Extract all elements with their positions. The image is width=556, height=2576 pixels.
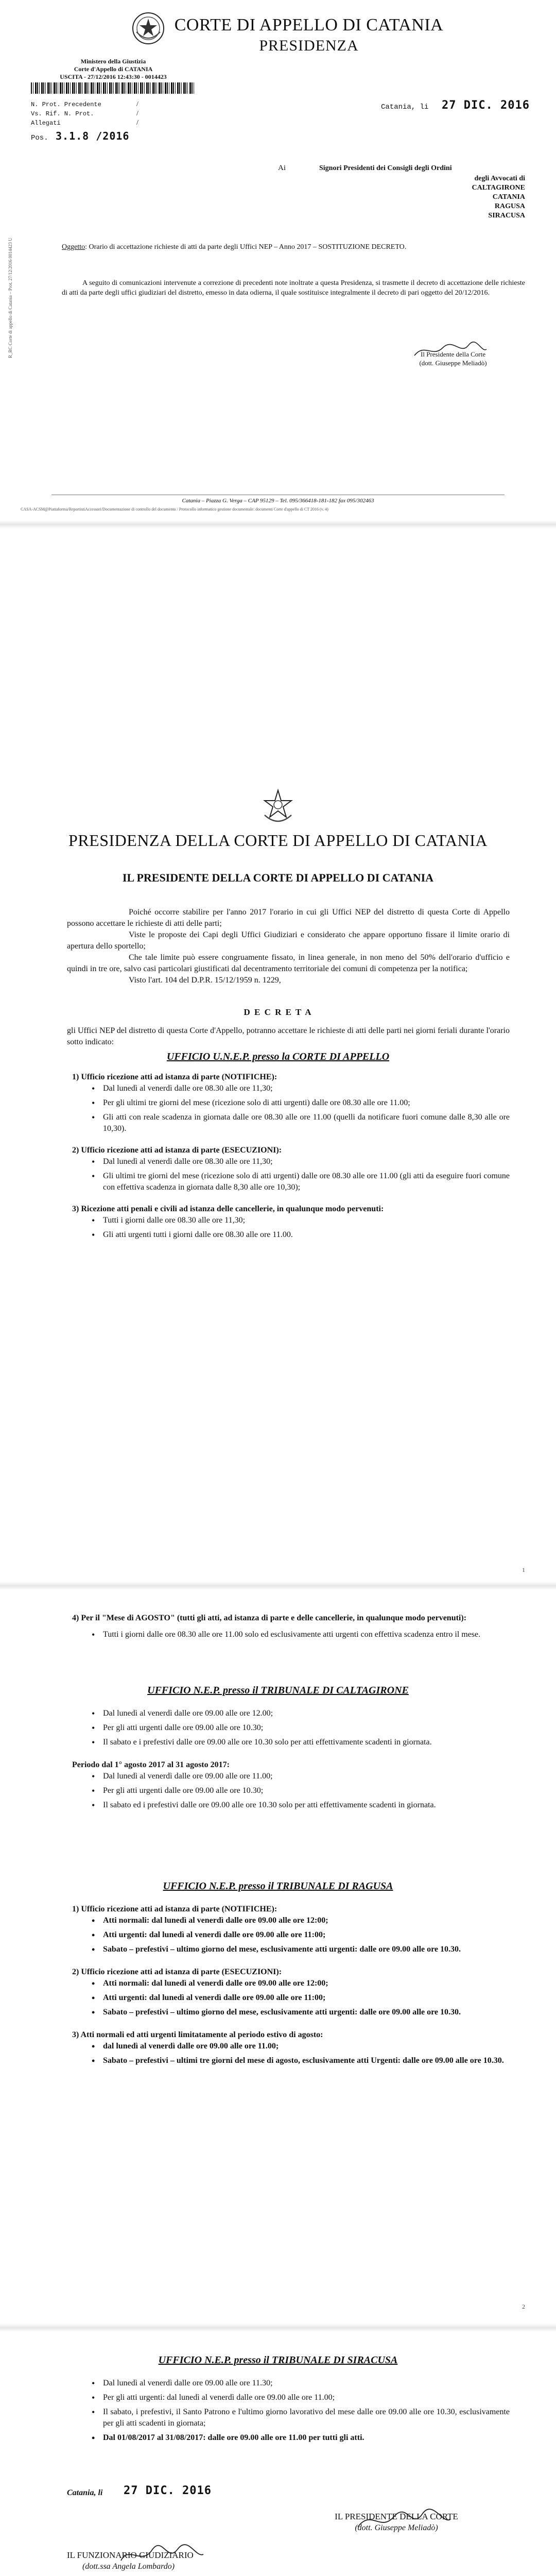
schedule-entry: • Per gli atti urgenti dalle ore 09.00 alle ore 10.30;: [103, 1722, 510, 1734]
decree-page-1: [0, 531, 556, 1582]
reference-protocol-label: Vs. Rif. N. Prot.: [31, 110, 94, 117]
decreta-text: gli Uffici NEP del distretto di questa Corte d'Appello, potranno accettare le richieste di atti delle parti nei giorni feriali durante l'orario sotto indicato:: [67, 1026, 510, 1046]
signature-role: Il Presidente della Corte: [421, 350, 485, 358]
recipient-prefix: Ai: [278, 164, 286, 172]
schedule-entry: • dal lunedì al venerdì dalle ore 09.00 alle ore 11.00;: [103, 2041, 510, 2052]
schedule-entry: • Sabato – prefestivi – ultimi tre giorni del mese di agosto, esclusivamente atti Urgenti: dalle ore 09.00 alle ore 10.30.: [103, 2055, 510, 2066]
schedule-entry: • Atti normali: dal lunedì al venerdì dalle ore 09.00 alle ore 12:00;: [103, 1915, 510, 1926]
siracusa-schedule: [72, 2378, 510, 2447]
schedule-entry: • Il sabato, i prefestivi, il Santo Patrono e l'ultimo giorno lavorativo del mese dalle ore 09.00 alle ore 10.30, esclusivamente per gli atti scadenti in giornata;: [103, 2406, 510, 2429]
section-heading-corte: UFFICIO U.N.E.P. presso la CORTE DI APPELLO: [166, 1051, 390, 1062]
corte-schedule: [72, 1072, 510, 1244]
schedule-list: [72, 2378, 510, 2444]
decree-page-3: [0, 2334, 556, 2576]
schedule-list: [72, 1708, 510, 1748]
place-date-label: Catania, li: [381, 103, 429, 111]
premise-paragraph: Viste le proposte dei Capi degli Uffici Giudiziari e considerato che appare opportuno fissare il limite orario di apertura dello sportello;: [67, 930, 510, 951]
premise-paragraph: Poiché occorre stabilire per l'anno 2017 l'orario in cui gli Uffici NEP del distretto di questa Corte di Appello possono accettare le richieste di atti delle parti;: [67, 908, 510, 928]
date-stamp: 27 DIC. 2016: [442, 99, 530, 112]
schedule-entry: • Il sabato e i prefestivi dalle ore 09.00 alle ore 10.30 solo per atti effettivamente scadenti in giornata.: [103, 1737, 510, 1748]
footer-note: CASA-ACSM@Piattaforma/ReportistiAccessori/Documentazione di controllo del documento / Protocollo informatico gestione documentale: documenti Corte d'appello di CT 2016 (v. 4): [21, 507, 328, 512]
schedule-item-title: 2) Ufficio ricezione atti ad istanza di parte (ESECUZIONI):: [72, 1146, 282, 1155]
president-name: (dott. Giuseppe Meliadò): [355, 2523, 438, 2532]
schedule-item-title: 3) Atti normali ed atti urgenti limitatamente al periodo estivo di agosto:: [72, 2030, 323, 2039]
signature-name: (dott. Giuseppe Meliadò): [419, 359, 487, 367]
august-schedule: [72, 1613, 510, 1643]
closing-place: Catania, li: [67, 2488, 103, 2497]
schedule-entry: • Gli ultimi tre giorni del mese (ricezione solo di atti urgenti) dalle ore 08.30 alle ore 11.00 (gli atti da eseguire fuori comune con effettiva scadenza in giornata dalle 8,30 alle ore 10,30);: [103, 1171, 510, 1193]
schedule-list: [72, 1083, 510, 1134]
schedule-entry: • Atti urgenti: dal lunedì al venerdì dalle ore 09.00 alle ore 11:00;: [103, 1992, 510, 2004]
premise-paragraph: Che tale limite può essere congruamente fissato, in linea generale, in non meno del 50% dell'orario d'ufficio e quindi in tre ore, salvo casi particolari giustificati dal decentramento territoriale dei comuni di competenza per la notifica;: [67, 953, 510, 973]
schedule-list: [72, 1771, 510, 1811]
decree-page-2: [0, 1592, 556, 2324]
schedule-item-title: 4) Per il "Mese di AGOSTO" (tutti gli atti, ad istanza di parte e delle cancellerie, in qualunque modo pervenuti):: [72, 1614, 467, 1622]
schedule-entry: • Dal lunedì al venerdì dalle ore 09.00 alle ore 11.00;: [103, 1771, 510, 1782]
schedule-list: [72, 1915, 510, 1955]
decreta-heading: D E C R E T A: [244, 1007, 312, 1017]
page-subtitle: PRESIDENZA: [259, 37, 359, 54]
footer-address: Catania – Piazza G. Verga – CAP 95129 – Tel. 095/366418-181-182 fax 095/302463: [182, 498, 374, 504]
handwritten-signature: [355, 2504, 453, 2537]
scan-page-separator: [0, 520, 556, 529]
schedule-list: [72, 1215, 510, 1241]
president-role: IL PRESIDENTE DELLA CORTE: [335, 2512, 458, 2521]
schedule-entry: • Atti normali: dal lunedì al venerdì dalle ore 09.00 alle ore 12:00;: [103, 1978, 510, 1989]
date-stamp: 27 DIC. 2016: [124, 2484, 212, 2497]
schedule-entry: • Per gli ultimi tre giorni del mese (ricezione solo di atti urgenti) dalle ore 08.30 alle ore 11.00;: [103, 1097, 510, 1109]
schedule-entry: • Dal lunedì al venerdì dalle ore 09.00 alle ore 11.30;: [103, 2378, 510, 2389]
side-protocol-stamp: R_RC Corte di appello di Catania – Prot. 27/12/2016 0014423 U: [8, 238, 13, 358]
schedule-list: [72, 1629, 510, 1640]
schedule-entry: • Per gli atti urgenti dalle ore 09.00 alle ore 10.30;: [103, 1785, 510, 1797]
scan-page-separator: [0, 1582, 556, 1590]
subject-label: Oggetto: [62, 243, 85, 251]
page-number: 1: [522, 1566, 525, 1573]
schedule-entry: • Dal lunedì al venerdì dalle ore 08.30 alle ore 11,30;: [103, 1083, 510, 1094]
schedule-entry: • Tutti i giorni dalle ore 08.30 alle ore 11,30;: [103, 1215, 510, 1226]
schedule-item-title: 3) Ricezione atti penali e civili ad istanza delle cancellerie, in qualunque modo pervenuti:: [72, 1205, 384, 1213]
attachments-label: Allegati: [31, 120, 61, 127]
barcode: [31, 82, 196, 94]
letter-page: [0, 0, 556, 520]
schedule-entry: • Atti urgenti: dal lunedì al venerdì dalle ore 09.00 alle ore 11:00;: [103, 1929, 510, 1941]
schedule-entry: • Il sabato ed i prefestivi dalle ore 09.00 alle ore 10.30 solo per atti effettivamente scadenti in giornata.: [103, 1800, 510, 1811]
schedule-entry: • Dal lunedì al venerdì dalle ore 09.00 alle ore 12.00;: [103, 1708, 510, 1719]
recipient-city: CALTAGIRONE: [472, 184, 525, 192]
page-title: CORTE DI APPELLO DI CATANIA: [174, 15, 444, 35]
protocol-number: USCITA - 27/12/2016 12:43:30 - 0014423: [60, 73, 167, 80]
italian-republic-emblem-icon: [131, 11, 165, 45]
section-heading-caltagirone: UFFICIO N.E.P. presso il TRIBUNALE DI CALTAGIRONE: [147, 1685, 409, 1696]
section-heading-siracusa: UFFICIO N.E.P. presso il TRIBUNALE DI SIRACUSA: [158, 2354, 398, 2366]
officer-role: IL FUNZIONARIO GIUDIZIARIO: [67, 2550, 194, 2560]
position-number: 3.1.8 /2016: [56, 130, 130, 142]
position-label: Pos.: [31, 134, 48, 142]
protocol-court: Corte d'Appello di CATANIA: [74, 65, 153, 73]
decree-premises: [67, 907, 510, 986]
letter-body: A seguito di comunicazioni intervenute a correzione di precedenti note inoltrate a questa Presidenza, si trasmette il decreto di accettazione delle richieste di atti da parte degli uffici giudiziari del distretto, emesso in data odierna, il quale sostituisce integralmente il decreto di pari oggetto del 20/12/2016.: [62, 279, 525, 297]
schedule-list: [72, 2041, 510, 2066]
italian-republic-emblem-icon: [262, 788, 294, 825]
schedule-item-title: 1) Ufficio ricezione atti ad istanza di parte (NOTIFICHE):: [72, 1905, 277, 1913]
schedule-entry: • Per gli atti urgenti: dal lunedì al venerdì dalle ore 09.00 alle ore 11.00;: [103, 2392, 510, 2403]
recipient-block: [319, 174, 525, 221]
schedule-entry: • Gli atti con reale scadenza in giornata dalle ore 08.30 alle ore 11.00 (quelli da notificare fuori comune dalle 8,30 alle ore 10,30).: [103, 1112, 510, 1134]
schedule-entry: • Sabato – prefestivi – ultimo giorno del mese, esclusivamente atti urgenti: dalle ore 09.00 alle ore 10.30.: [103, 1944, 510, 1955]
officer-name: (dott.ssa Angela Lombardo): [82, 2562, 175, 2571]
caltagirone-schedule: [72, 1708, 510, 1814]
premise-paragraph: Visto l'art. 104 del D.P.R. 15/12/1959 n. 1229,: [129, 976, 281, 985]
scan-page-separator: [0, 2324, 556, 2332]
previous-protocol-label: N. Prot. Precedente: [31, 101, 101, 108]
schedule-entry: • Tutti i giorni dalle ore 08.30 alle ore 11.00 solo ed esclusivamente atti urgenti con effettiva scadenza entro il mese.: [103, 1629, 510, 1640]
schedule-period-title: Periodo dal 1° agosto 2017 al 31 agosto 2017:: [72, 1760, 230, 1769]
slash-marks: / / /: [136, 100, 138, 127]
schedule-entry: • Sabato – prefestivi – ultimo giorno del mese, esclusivamente atti urgenti: dalle ore 09.00 alle ore 10.30.: [103, 2007, 510, 2018]
page-number: 2: [522, 2303, 525, 2310]
decree-heading: PRESIDENZA DELLA CORTE DI APPELLO DI CATANIA: [68, 831, 488, 850]
schedule-entry: • Gli atti urgenti tutti i giorni dalle ore 08.30 alle ore 11.00.: [103, 1229, 510, 1241]
protocol-ministry: Ministero della Giustizia: [80, 58, 146, 65]
ragusa-schedule: [72, 1904, 510, 2070]
schedule-entry: • Dal 01/08/2017 al 31/08/2017: dalle ore 09.00 alle ore 11.00 per tutti gli atti.: [103, 2432, 510, 2444]
recipient-city: SIRACUSA: [488, 212, 525, 219]
subject-text: : Orario di accettazione richieste di atti da parte degli Uffici NEP – Anno 2017 – SOSTITUZIONE DECRETO.: [85, 243, 407, 251]
schedule-item-title: 2) Ufficio ricezione atti ad istanza di parte (ESECUZIONI):: [72, 1968, 282, 1976]
schedule-item-title: 1) Ufficio ricezione atti ad istanza di parte (NOTIFICHE):: [72, 1073, 277, 1081]
subject-line: [62, 242, 525, 252]
recipient-line-1: Signori Presidenti dei Consigli degli Ordini: [319, 164, 452, 172]
decree-title: IL PRESIDENTE DELLA CORTE DI APPELLO DI CATANIA: [122, 871, 434, 884]
recipient-city: CATANIA: [492, 193, 525, 201]
recipient-city: RAGUSA: [494, 202, 525, 210]
handwritten-signature: [118, 2540, 206, 2573]
section-heading-ragusa: UFFICIO N.E.P. presso il TRIBUNALE DI RAGUSA: [163, 1880, 393, 1892]
schedule-entry: • Dal lunedì al venerdì dalle ore 08.30 alle ore 11,30;: [103, 1156, 510, 1167]
schedule-list: [72, 1156, 510, 1193]
schedule-list: [72, 1978, 510, 2018]
handwritten-signature: [412, 340, 489, 361]
recipient-line-2: degli Avvocati di: [474, 175, 525, 182]
